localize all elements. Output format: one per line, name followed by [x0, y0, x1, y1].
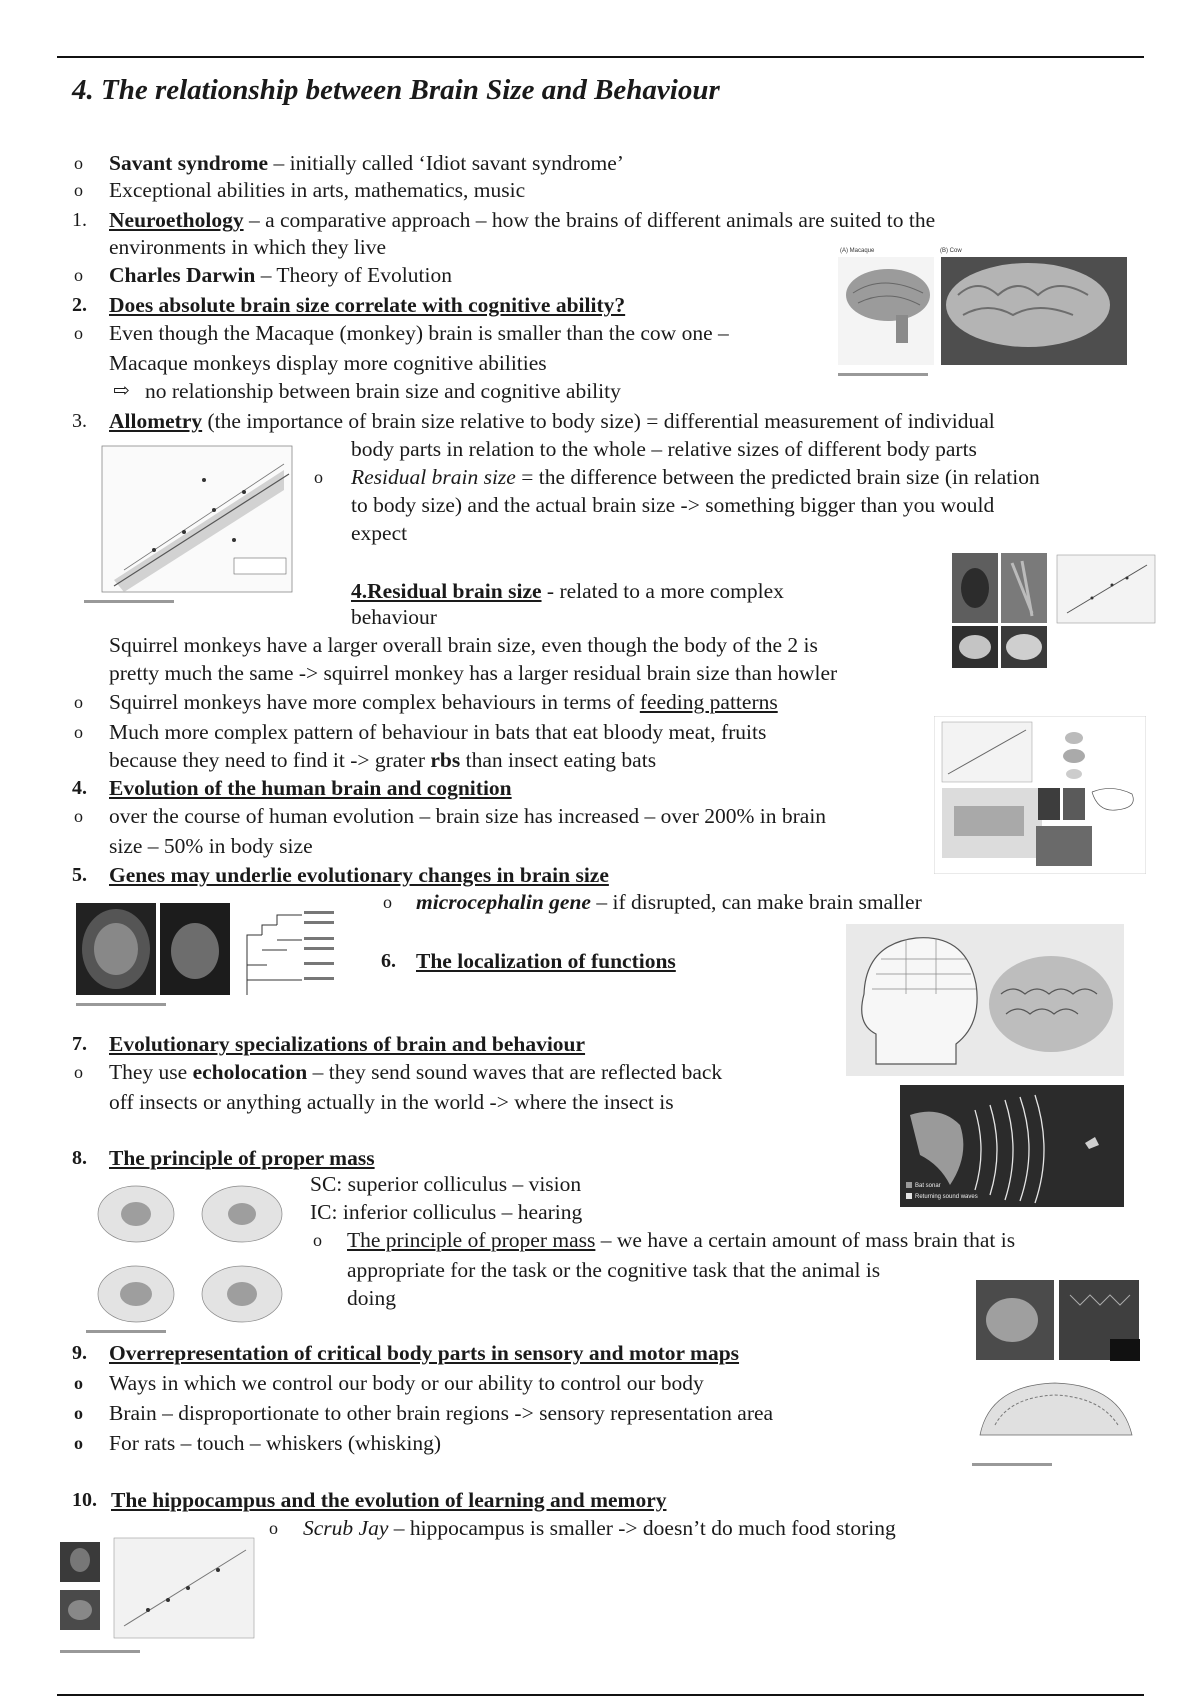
human-evolution-figure — [934, 716, 1146, 874]
scrub-jay-desc: – hippocampus is smaller -> doesn’t do much food storing — [388, 1516, 896, 1540]
number-marker: 4. — [72, 777, 87, 799]
no-relationship-line: no relationship between brain size and cognitive ability — [145, 379, 621, 403]
neuroethology-term: Neuroethology — [109, 208, 244, 232]
feeding-pre: Squirrel monkeys have more complex behaviours in terms of — [109, 690, 640, 714]
allometry-desc: (the importance of brain size relative to body size) = differential measurement of individual — [202, 409, 995, 433]
proper-mass-cont-1: appropriate for the task or the cognitive task that the animal is — [347, 1258, 881, 1282]
bullet-marker: o — [383, 892, 392, 912]
bullet-marker: o — [74, 153, 83, 173]
savant-term: Savant syndrome — [109, 151, 269, 175]
evolution-line-1: over the course of human evolution – brain size has increased – over 200% in brain — [109, 804, 827, 828]
macaque-cont: Macaque monkeys display more cognitive abilities — [109, 351, 547, 375]
exceptional-line: Exceptional abilities in arts, mathematics, music — [109, 178, 526, 202]
number-marker: 8. — [72, 1147, 87, 1169]
echolocation-term: echolocation — [192, 1060, 308, 1084]
bullet-marker: o — [74, 1373, 83, 1393]
rbs-heading-line — [351, 578, 784, 604]
bullet-marker: o — [74, 722, 83, 742]
savant-line — [109, 150, 624, 176]
hippocampus-figure — [58, 1530, 258, 1660]
number-marker: 6. — [381, 950, 396, 972]
bat-legend-sonar: Bat sonar — [915, 1183, 941, 1189]
macaque-cow-brain-figure — [838, 245, 1130, 383]
squirrel-line-2: pretty much the same -> squirrel monkey has a larger residual brain size than howler — [109, 661, 838, 685]
arrow-marker: ⇨ — [113, 380, 130, 402]
mri-phylogeny-figure — [72, 895, 372, 1013]
bottom-rule — [57, 1694, 1144, 1696]
section-heading-localization: The localization of functions — [416, 949, 676, 973]
bats-post: than insect eating bats — [460, 748, 657, 772]
phrenology-figure — [846, 924, 1124, 1076]
bullet-marker: o — [74, 1062, 83, 1082]
allometry-scatter-figure — [84, 440, 298, 610]
feeding-patterns-line — [109, 689, 778, 715]
ic-line: IC: inferior colliculus – hearing — [310, 1200, 583, 1224]
number-marker: 3. — [72, 410, 87, 432]
label-cow: (B) Cow — [940, 248, 962, 254]
section-heading-absolute-size: Does absolute brain size correlate with cognitive ability? — [109, 293, 626, 317]
rbs-cont: behaviour — [351, 605, 437, 629]
section-heading-specializations: Evolutionary specializations of brain and behaviour — [109, 1032, 586, 1056]
overrep-line-3: For rats – touch – whiskers (whisking) — [109, 1431, 442, 1455]
proper-mass-desc: – we have a certain amount of mass brain that is — [595, 1228, 1016, 1252]
section-heading-genes: Genes may underlie evolutionary changes in brain size — [109, 863, 609, 887]
squirrel-howler-brain-figure — [952, 553, 1157, 673]
residual-cont-1: to body size) and the actual brain size -> something bigger than you would — [351, 493, 995, 517]
bullet-marker: o — [74, 265, 83, 285]
bats-pre: because they need to find it -> grater — [109, 748, 431, 772]
bullet-marker: o — [269, 1518, 278, 1538]
bullet-marker: o — [314, 467, 323, 487]
squirrel-line-1: Squirrel monkeys have a larger overall brain size, even though the body of the 2 is — [109, 633, 818, 657]
number-marker: 7. — [72, 1033, 87, 1055]
overrep-line-2: Brain – disproportionate to other brain regions -> sensory representation area — [109, 1401, 774, 1425]
residual-desc: = the difference between the predicted brain size (in relation — [515, 465, 1040, 489]
brainstem-comparison-figure — [84, 1176, 296, 1338]
proper-mass-cont-2: doing — [347, 1286, 396, 1310]
label-macaque: (A) Macaque — [840, 248, 875, 254]
scrub-jay-line — [303, 1515, 896, 1541]
residual-cont-2: expect — [351, 521, 408, 545]
allometry-cont: body parts in relation to the whole – relative sizes of different body parts — [351, 437, 977, 461]
savant-desc: – initially called ‘Idiot savant syndrome’ — [268, 151, 624, 175]
evolution-line-2: size – 50% in body size — [109, 834, 313, 858]
darwin-term: Charles Darwin — [109, 263, 256, 287]
proper-mass-term: The principle of proper mass — [347, 1228, 596, 1252]
echo-pre: They use — [109, 1060, 193, 1084]
section-heading-hippocampus: The hippocampus and the evolution of learning and memory — [111, 1488, 667, 1512]
echolocation-cont: off insects or anything actually in the world -> where the insect is — [109, 1090, 674, 1114]
bat-sonar-figure — [900, 1085, 1124, 1207]
bullet-marker: o — [74, 1403, 83, 1423]
microcephalin-desc: – if disrupted, can make brain smaller — [590, 890, 922, 914]
feeding-patterns-term: feeding patterns — [639, 690, 778, 714]
darwin-desc: – Theory of Evolution — [255, 263, 452, 287]
neuroethology-line — [109, 207, 935, 233]
allometry-line — [109, 408, 995, 434]
bat-legend-returning: Returning sound waves — [915, 1194, 978, 1200]
bullet-marker: o — [74, 692, 83, 712]
macaque-line: Even though the Macaque (monkey) brain is smaller than the cow one – — [109, 321, 729, 345]
bullet-marker: o — [74, 323, 83, 343]
bullet-marker: o — [74, 1433, 83, 1453]
bats-line-1: Much more complex pattern of behaviour in bats that eat bloody meat, fruits — [109, 720, 767, 744]
section-heading-proper-mass: The principle of proper mass — [109, 1146, 375, 1170]
section-heading-evolution: Evolution of the human brain and cognition — [109, 776, 512, 800]
microcephalin-term: microcephalin gene — [416, 890, 591, 914]
number-marker: 2. — [72, 294, 87, 316]
residual-term: Residual brain size — [351, 465, 516, 489]
scrub-jay-term: Scrub Jay — [303, 1516, 389, 1540]
top-rule — [57, 56, 1144, 58]
number-marker: 1. — [72, 209, 87, 231]
bullet-marker: o — [74, 180, 83, 200]
rbs-heading: 4.Residual brain size — [351, 579, 542, 603]
number-marker: 10. — [72, 1489, 97, 1511]
overrep-line-1: Ways in which we control our body or our ability to control our body — [109, 1371, 704, 1395]
proper-mass-line — [347, 1227, 1015, 1253]
neuroethology-desc: – a comparative approach – how the brains of different animals are suited to the — [243, 208, 936, 232]
number-marker: 5. — [72, 864, 87, 886]
residual-brain-size-line — [351, 464, 1040, 490]
bats-line-2 — [109, 747, 656, 773]
neuroethology-cont: environments in which they live — [109, 235, 387, 259]
darwin-line — [109, 262, 452, 288]
bullet-marker: o — [74, 806, 83, 826]
bats-rbs: rbs — [430, 748, 461, 772]
page-title: 4. The relationship between Brain Size and Behaviour — [72, 74, 720, 106]
section-heading-overrepresentation: Overrepresentation of critical body parts in sensory and motor maps — [109, 1341, 740, 1365]
sensory-map-figure — [970, 1275, 1146, 1470]
rbs-desc: - related to a more complex — [541, 579, 784, 603]
sc-line: SC: superior colliculus – vision — [310, 1172, 582, 1196]
echolocation-line — [109, 1059, 722, 1085]
bullet-marker: o — [313, 1230, 322, 1250]
allometry-term: Allometry — [109, 409, 203, 433]
number-marker: 9. — [72, 1342, 87, 1364]
microcephalin-line — [416, 889, 922, 915]
echo-post: – they send sound waves that are reflected back — [307, 1060, 723, 1084]
